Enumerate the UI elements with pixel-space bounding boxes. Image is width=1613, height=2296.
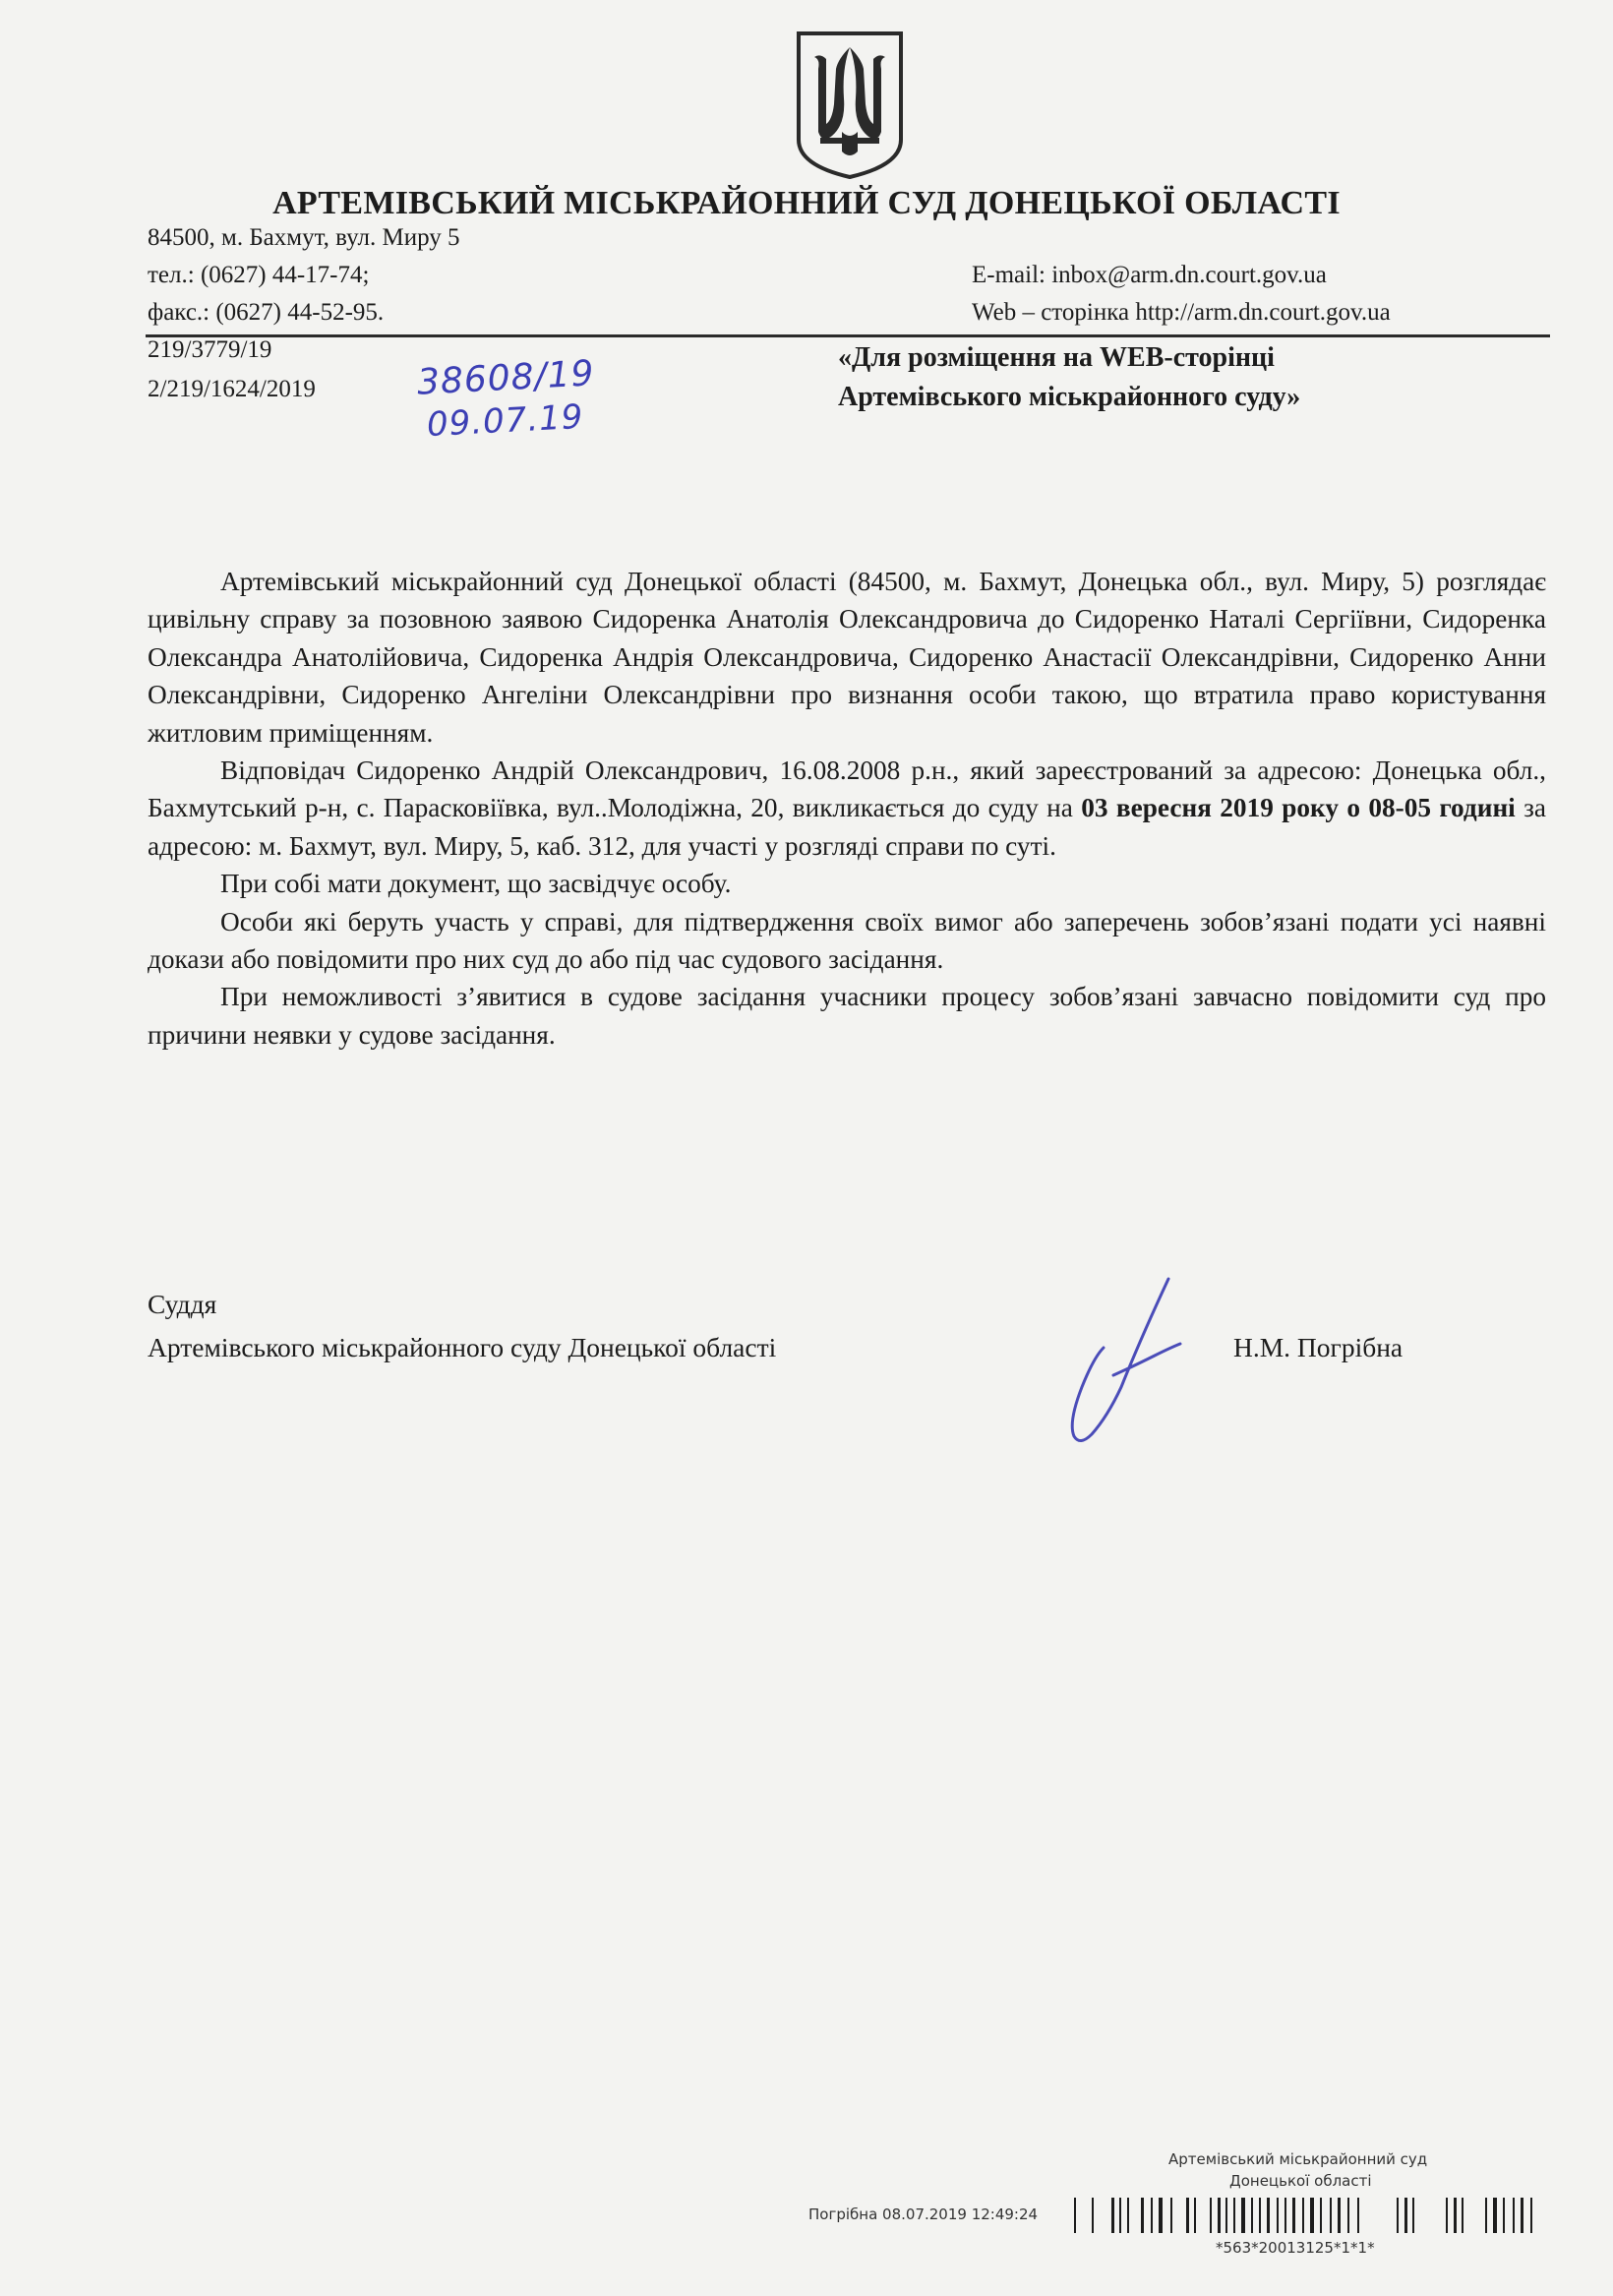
body-paragraph-1: Артемівський міськрайонний суд Донецької області (84500, м. Бахмут, Донецька обл., вул. Миру, 5) розглядає цивільну справу за позовною заявою Сидоренка Анатолія Олександровича до Сидоренко Наталі Сергіївни, Сидоренка Олександра Анатолійовича, Сидоренка Андрія Олександровича, Сидоренко Анастасії Олександрівни, Сидоренко Анни Олександрівни, Сидоренко Ангеліни Олександрівни про визнання особи такою, що втратила право користування житловим приміщенням. [148, 567, 1546, 748]
court-title: АРТЕМІВСЬКИЙ МІСЬКРАЙОННИЙ СУД ДОНЕЦЬКОЇ ОБЛАСТІ [272, 185, 1341, 221]
paragraph-2-text-end: за адресою: м. Бахмут, вул. Миру, 5, каб. 312, для участі у розгляді справи по суті. [148, 793, 1546, 861]
paragraph-2-text: Відповідач Сидоренко Андрій Олександрович, 16.08.2008 р.н., який зареєстрований за адресою: Донецька обл., Бахмутський р-н, с. Парасковіївка, вул..Молодіжна, 20, викликається до суду на [148, 755, 1546, 823]
stamp-timestamp: Погрібна 08.07.2019 12:49:24 [808, 2205, 1039, 2223]
handwritten-registration-date: 09.07.19 [426, 396, 585, 446]
barcode-icon [1072, 2196, 1544, 2237]
letter-body [148, 563, 1546, 1054]
hearing-date: 03 вересня 2019 року о 08-05 годині [1081, 793, 1516, 823]
stamp-court-line-2: Донецької області [1229, 2172, 1372, 2190]
stamp-court-line-1: Артемівський міськрайонний суд [1168, 2150, 1428, 2168]
signer-court: Артемівського міськрайонного суду Донецької області [148, 1332, 777, 1362]
trident-coat-of-arms-icon [793, 30, 907, 179]
body-paragraph-4: Особи які беруть участь у справі, для підтвердження своїх вимог або заперечень зобов’язані подати усі наявні докази або повідомити про них суд до або під час судового засідання. [148, 906, 1546, 975]
court-phone: тел.: (0627) 44-17-74; [148, 262, 370, 288]
case-number-1: 219/3779/19 [148, 336, 272, 363]
barcode-text: *563*20013125*1*1* [1216, 2239, 1375, 2257]
body-paragraph-3: При собі мати документ, що засвідчує особу. [220, 869, 732, 899]
notice-line-2: Артемівського міськрайонного суду» [838, 382, 1301, 412]
judge-name: Н.М. Погрібна [1233, 1332, 1404, 1362]
header-divider [146, 334, 1550, 337]
web-publication-notice [838, 338, 1300, 417]
court-address: 84500, м. Бахмут, вул. Миру 5 [148, 224, 460, 251]
court-fax: факс.: (0627) 44-52-95. [148, 299, 385, 326]
court-email: E-mail: inbox@arm.dn.court.gov.ua [972, 262, 1327, 288]
court-website: Web – сторінка http://arm.dn.court.gov.ua [972, 299, 1391, 326]
handwritten-registration-number: 38608/19 [416, 353, 596, 403]
body-paragraph-5: При неможливості з’явитися в судове засідання учасники процесу зобов’язані завчасно повідомити суд про причини неявки у судове засідання. [148, 982, 1546, 1050]
case-number-2: 2/219/1624/2019 [148, 376, 316, 402]
notice-line-1: «Для розміщення на WEB-сторінці [838, 342, 1275, 373]
handwritten-signature-icon [1023, 1269, 1210, 1456]
signer-role: Суддя [148, 1289, 217, 1319]
body-paragraph-2 [148, 752, 1546, 865]
